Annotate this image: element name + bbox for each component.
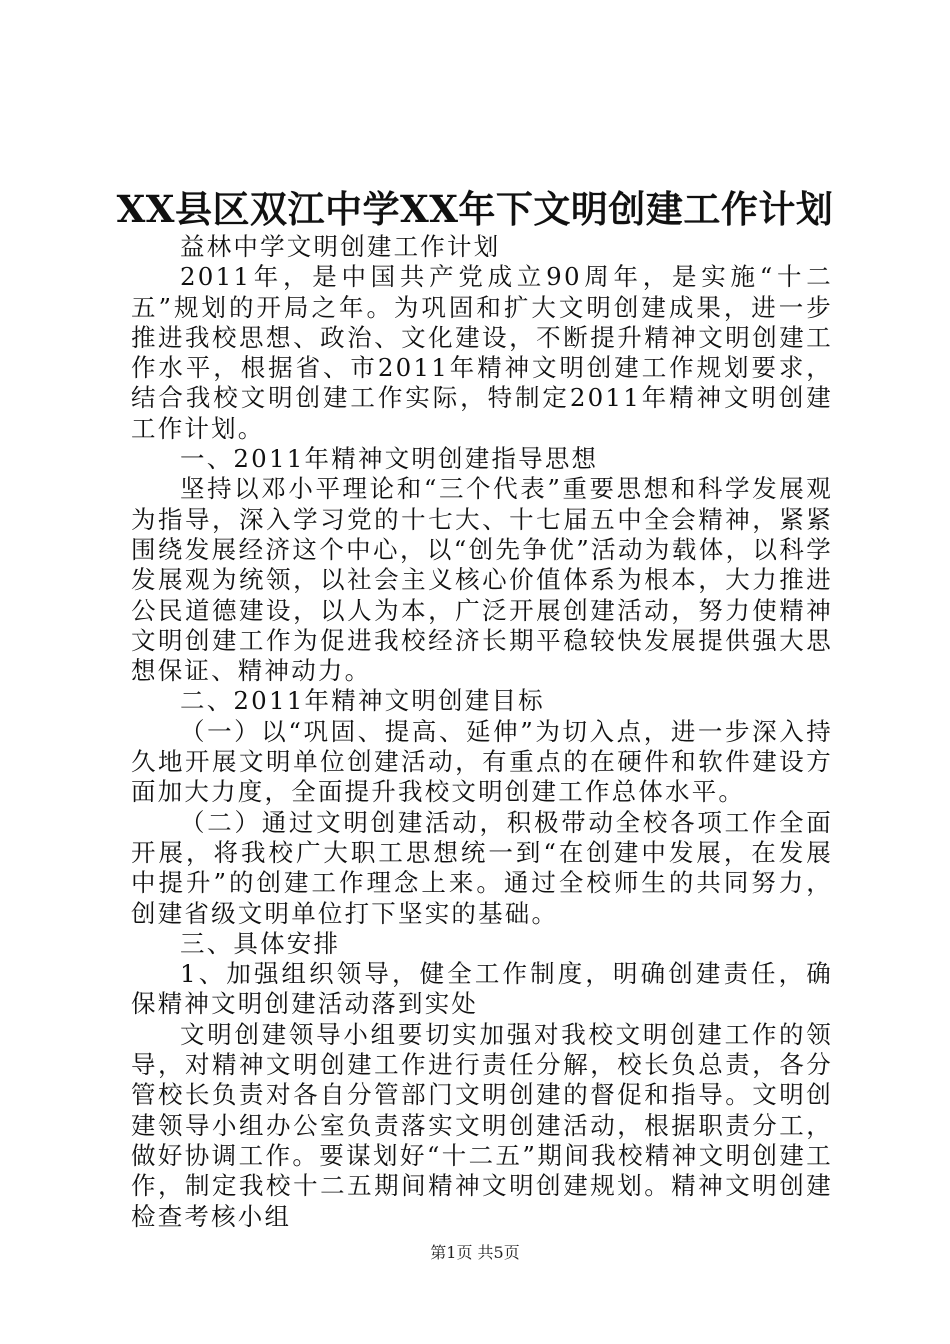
section-heading-arrangements: 三、具体安排 [180,928,341,958]
document-title: XX县区双江中学XX年下文明创建工作计划 [116,187,834,231]
section-heading-guiding-thought: 一、2011年精神文明创建指导思想 [180,444,599,474]
paragraph-intro: 2011年，是中国共产党成立90周年，是实施“十二五”规划的开局之年。为巩固和扩大文明创建成果，进一步推进我校思想、政治、文化建设，不断提升精神文明创建工作水平，根据省、市2011年精神文明创建工作规划要求，结合我校文明创建工作实际，特制定2011年精神文明创建工作计划。 [131,262,833,443]
paragraph-goal-one: （一）以“巩固、提高、延伸”为切入点，进一步深入持久地开展文明单位创建活动，有重点的在硬件和软件建设方面加大力度，全面提升我校文明创建工作总体水平。 [131,716,833,807]
document-body [131,232,833,1232]
paragraph-subtitle: 益林中学文明创建工作计划 [180,232,501,261]
section-heading-goals: 二、2011年精神文明创建目标 [180,686,545,716]
page-number-footer: 第1页 共5页 [430,1243,520,1262]
paragraph-guiding-thought: 坚持以邓小平理论和“三个代表”重要思想和科学发展观为指导，深入学习党的十七大、十七届五中全会精神，紧紧围绕发展经济这个中心，以“创先争优”活动为载体，以科学发展观为统领，以社会主义核心价值体系为根本，大力推进公民道德建设，以人为本，广泛开展创建活动，努力使精神文明创建工作为促进我校经济长期平稳较快发展提供强大思想保证、精神动力。 [131,474,833,686]
subheading-organization: 1、加强组织领导，健全工作制度，明确创建责任，确保精神文明创建活动落到实处 [131,959,833,1019]
paragraph-organization: 文明创建领导小组要切实加强对我校文明创建工作的领导，对精神文明创建工作进行责任分解，校长负总责，各分管校长负责对各自分管部门文明创建的督促和指导。文明创建领导小组办公室负责落实文明创建活动，根据职责分工，做好协调工作。要谋划好“十二五”期间我校精神文明创建工作，制定我校十二五期间精神文明创建规划。精神文明创建检查考核小组 [131,1019,833,1231]
paragraph-goal-two: （二）通过文明创建活动，积极带动全校各项工作全面开展，将我校广大职工思想统一到“在创建中发展，在发展中提升”的创建工作理念上来。通过全校师生的共同努力，创建省级文明单位打下坚实的基础。 [131,807,833,928]
